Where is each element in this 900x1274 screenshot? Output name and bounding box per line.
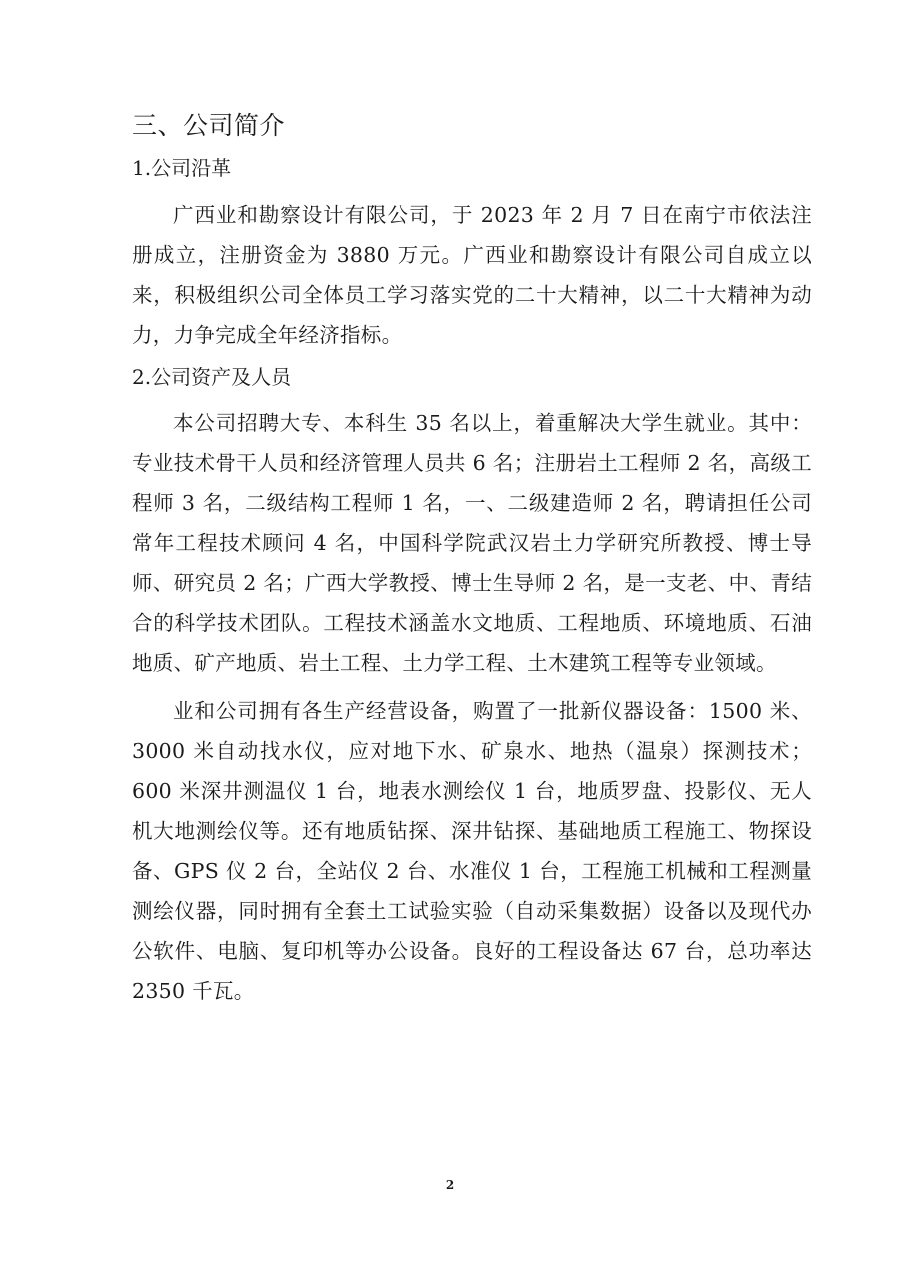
paragraph-personnel: 本公司招聘大专、本科生 35 名以上，着重解决大学生就业。其中：专业技术骨干人员和经济管理人员共 6 名；注册岩土工程师 2 名，高级工程师 3 名，二级结构工程师 1 名，一、二级建造师 2 名，聘请担任公司常年工程技术顾问 4 名，中国科学院武汉岩土力学研究所教授、博士导师、研究员 2 名；广西大学教授、博士生导师 2 名，是一支老、中、青结合的科学技术团队。工程技术涵盖水文地质、工程地质、环境地质、石油地质、矿产地质、岩土工程、土力学工程、土木建筑工程等专业领域。 <box>132 411 812 675</box>
page-number: 2 <box>445 1178 455 1192</box>
page-content <box>132 106 812 1011</box>
paragraph-equipment: 业和公司拥有各生产经营设备，购置了一批新仪器设备：1500 米、3000 米自动找水仪，应对地下水、矿泉水、地热（温泉）探测技术；600 米深井测温仪 1 台，地表水测绘仪 1 台，地质罗盘、投影仪、无人机大地测绘仪等。还有地质钻探、深井钻探、基础地质工程施工、物探设备、GPS 仪 2 台，全站仪 2 台、水准仪 1 台，工程施工机械和工程测量测绘仪器，同时拥有全套土工试验实验（自动采集数据）设备以及现代办公软件、电脑、复印机等办公设备。良好的工程设备达 67 台，总功率达 2350 千瓦。 <box>132 699 812 1003</box>
subsection-title-history: 1.公司沿革 <box>132 156 232 180</box>
section-title: 三、公司简介 <box>132 111 286 140</box>
paragraph-company-history: 广西业和勘察设计有限公司，于 2023 年 2 月 7 日在南宁市依法注册成立，注册资金为 3880 万元。广西业和勘察设计有限公司自成立以来，积极组织公司全体员工学习落实党的二十大精神，以二十大精神为动力，力争完成全年经济指标。 <box>132 203 812 347</box>
subsection-title-assets-personnel: 2.公司资产及人员 <box>132 365 292 389</box>
